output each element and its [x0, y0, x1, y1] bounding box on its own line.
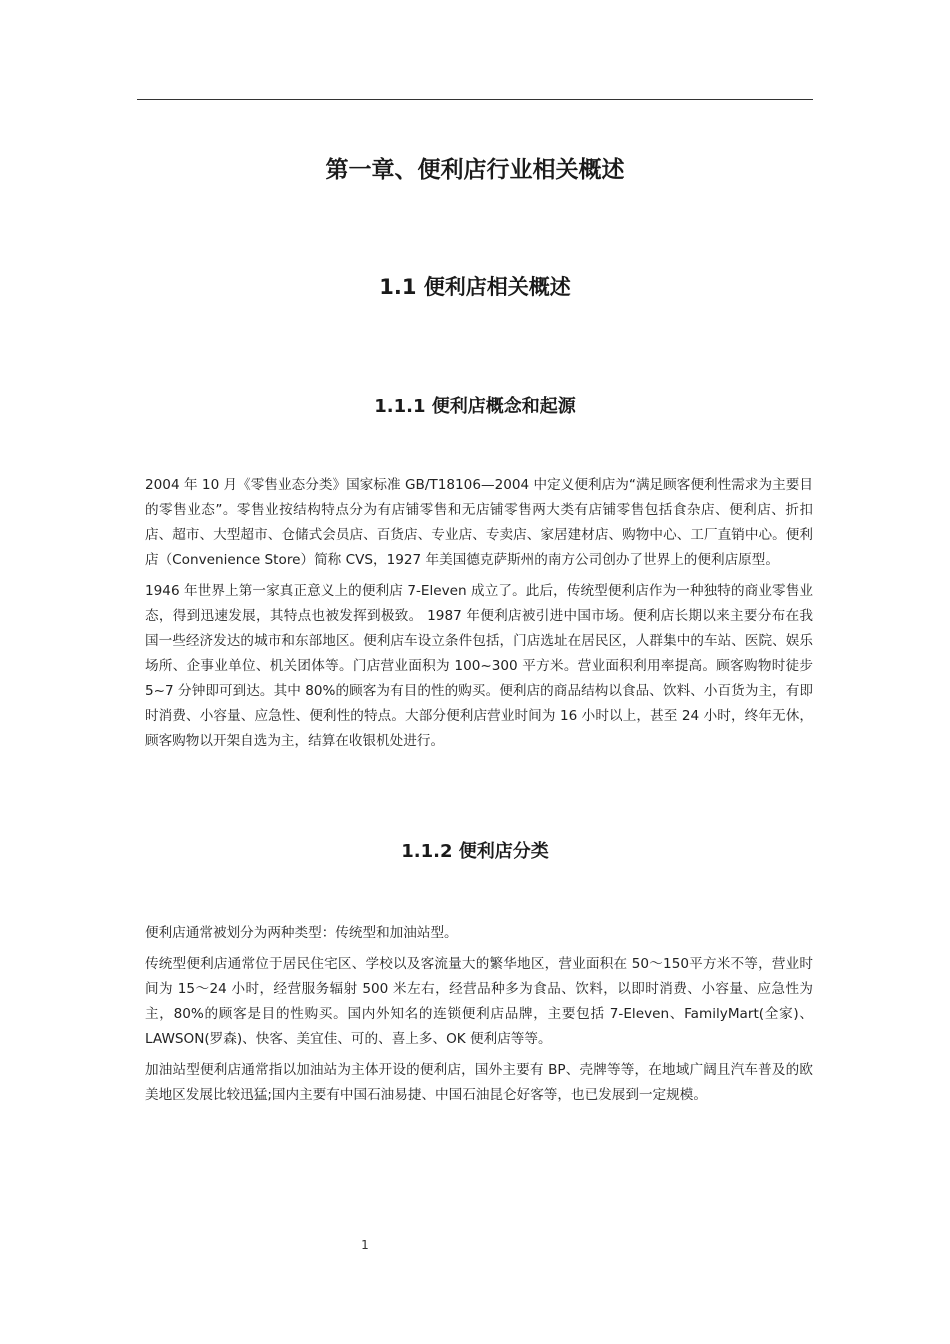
paragraph: 加油站型便利店通常指以加油站为主体开设的便利店，国外主要有 BP、壳牌等等，在地域广阔且汽车普及的欧美地区发展比较迅猛;国内主要有中国石油易捷、中国石油昆仑好客等，也已发展到一定规模。	[145, 1062, 813, 1103]
subsection-concept-body	[145, 473, 813, 754]
header-rule	[137, 99, 813, 100]
section-title: 1.1 便利店相关概述	[379, 275, 571, 299]
paragraph: 2004 年 10 月《零售业态分类》国家标准 GB/T18106—2004 中定义便利店为“满足顾客便利性需求为主要目的零售业态”。零售业按结构特点分为有店铺零售和无店铺零售两大类有店铺零售包括食杂店、便利店、折扣店、超市、大型超市、仓储式会员店、百货店、专业店、专卖店、家居建材店、购物中心、工厂直销中心。便利店（Convenience Store）简称 CVS，1927 年美国德克萨斯州的南方公司创办了世界上的便利店原型。	[145, 477, 813, 568]
subsection-title-concept: 1.1.1 便利店概念和起源	[374, 396, 576, 417]
paragraph: 传统型便利店通常位于居民住宅区、学校以及客流量大的繁华地区，营业面积在 50～150平方米不等，营业时间为 15～24 小时，经营服务辐射 500 米左右，经营品种多为食品、饮料，以即时消费、小容量、应急性为主，80%的顾客是目的性购买。国内外知名的连锁便利店品牌，主要包括 7-Eleven、FamilyMart(全家)、LAWSON(罗森)、快客、美宜佳、可的、喜上多、OK 便利店等等。	[145, 956, 813, 1047]
subsection-classification-body	[145, 921, 813, 1108]
subsection-title-classification: 1.1.2 便利店分类	[401, 841, 549, 862]
page-number: 1	[361, 1238, 369, 1252]
paragraph: 便利店通常被划分为两种类型：传统型和加油站型。	[145, 925, 458, 941]
paragraph: 1946 年世界上第一家真正意义上的便利店 7-Eleven 成立了。此后，传统型便利店作为一种独特的商业零售业态，得到迅速发展，其特点也被发挥到极致。 1987 年便利店被引进中国市场。便利店长期以来主要分布在我国一些经济发达的城市和东部地区。便利店车设立条件包括，门店选址在居民区，人群集中的车站、医院、娱乐场所、企事业单位、机关团体等。门店营业面积为 100~300 平方米。营业面积利用率提高。顾客购物时徒步 5~7 分钟即可到达。其中 80%的顾客为有目的性的购买。便利店的商品结构以食品、饮料、小百货为主，有即时消费、小容量、应急性、便利性的特点。大部分便利店营业时间为 16 小时以上，甚至 24 小时，终年无休，顾客购物以开架自选为主，结算在收银机处进行。	[145, 583, 813, 749]
chapter-title: 第一章、便利店行业相关概述	[325, 157, 625, 183]
